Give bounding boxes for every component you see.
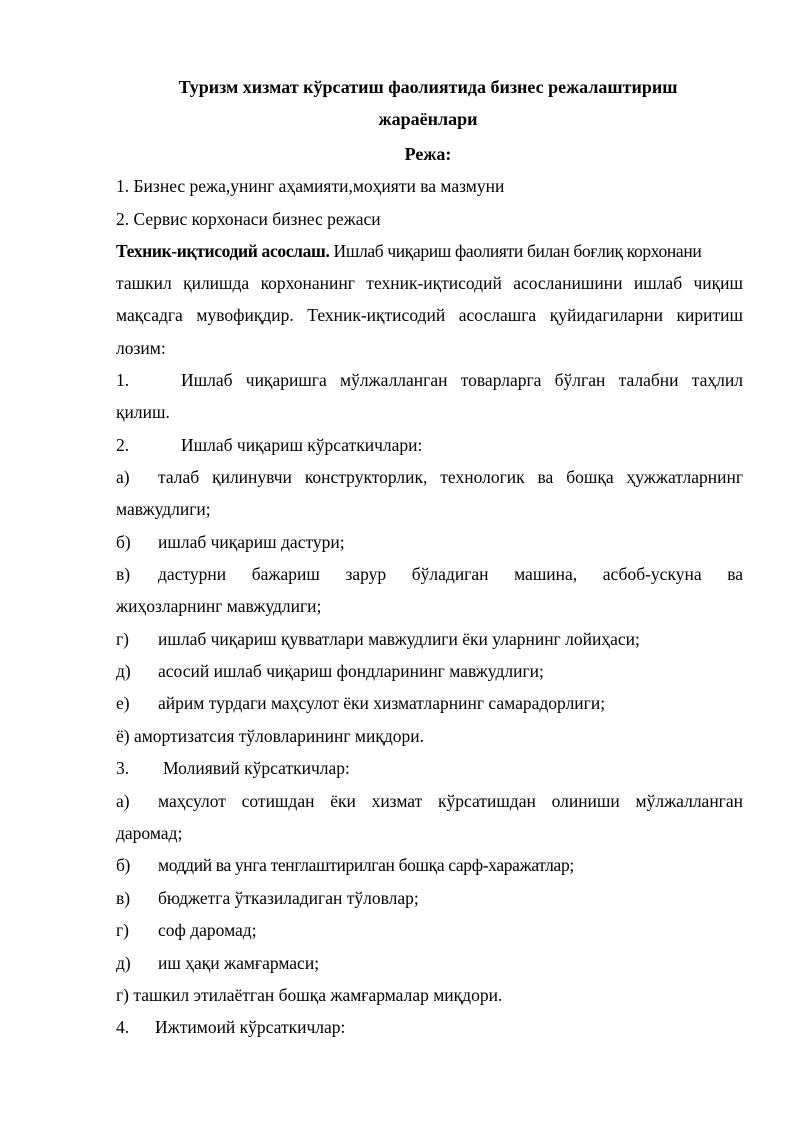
item-2g-line: ё) амортизатсия тўловларининг миқдори. [116,726,425,746]
item-1-continuation: қилиш. [116,402,170,422]
intro-line-2: ташкил қилишда корхонанинг техник-иқтисодий асосланишини ишлаб чиқиш [116,273,743,293]
item-3d-text: соф даромад; [158,920,257,940]
item-2e-marker: д) [116,661,131,681]
item-3a-marker: а) [116,791,130,811]
document-title-line-2: жараёнлари [378,109,478,129]
item-2b-marker: б) [116,532,131,552]
item-2b-text: ишлаб чиқариш дастури; [158,532,345,552]
item-3f-line: г) ташкил этилаётган бошқа жамғармалар миқдори. [116,985,503,1005]
intro-line-4: лозим: [116,338,166,358]
item-2e-text: асосий ишлаб чиқариш фондларининг мавжудлиги; [158,661,544,681]
item-3b-text: моддий ва унга тенглаштирилган бошқа сарф-харажатлар; [158,855,574,875]
plan-heading: Режа: [404,144,452,164]
item-3-text: Молиявий кўрсаткичлар: [163,758,350,778]
item-2a-marker: а) [116,467,130,487]
item-4-number: 4. [116,1017,130,1037]
item-2a-text: талаб қилинувчи конструкторлик, технологик ва бошқа ҳужжатларнинг [158,467,743,487]
intro-line-3: мақсадга мувофиқдир. Техник-иқтисодий асослашга қуйидагиларни киритиш [116,305,743,325]
plan-item-1: 1. Бизнес режа,унинг аҳамияти,моҳияти ва мазмуни [116,176,505,196]
item-3d-marker: г) [116,920,130,940]
item-2-number: 2. [116,435,130,455]
item-2-text: Ишлаб чиқариш кўрсаткичлари: [181,435,423,455]
intro-bold-lead: Техник-иқтисодий асослаш. [116,241,330,261]
item-2a-continuation: мавжудлиги; [116,499,211,519]
item-3-number: 3. [116,758,130,778]
item-1-number: 1. [116,370,130,390]
item-3c-marker: в) [116,888,131,908]
item-2f-marker: е) [116,693,130,713]
item-2c-marker: в) [116,564,131,584]
document-title-line-1: Туризм хизмат кўрсатиш фаолиятида бизнес режалаштириш [178,77,678,97]
item-2d-text: ишлаб чиқариш қувватлари мавжудлиги ёки уларнинг лойиҳаси; [158,629,640,649]
plan-item-2: 2. Сервис корхонаси бизнес режаси [116,209,381,229]
intro-line-1-rest: Ишлаб чиқариш фаолияти билан боғлиқ корхонани [333,241,702,261]
item-1-text: Ишлаб чиқаришга мўлжалланган товарларга бўлган талабни таҳлил [181,370,743,390]
item-4-text: Ижтимоий кўрсаткичлар: [155,1017,346,1037]
item-2c-text: дастурни бажариш зарур бўладиган машина, асбоб-ускуна ва [158,564,743,584]
item-3e-marker: д) [116,953,131,973]
item-2f-text: айрим турдаги маҳсулот ёки хизматларнинг самарадорлиги; [158,693,606,713]
item-3b-marker: б) [116,855,131,875]
intro-line-1 [116,240,701,262]
item-3a-continuation: даромад; [116,823,183,843]
item-3a-text: маҳсулот сотишдан ёки хизмат кўрсатишдан олиниши мўлжалланган [158,791,743,811]
item-2c-continuation: жиҳозларнинг мавжудлиги; [116,596,322,616]
item-3e-text: иш ҳақи жамғармаси; [158,953,320,973]
item-3c-text: бюджетга ўтказиладиган тўловлар; [158,888,419,908]
item-2d-marker: г) [116,629,130,649]
